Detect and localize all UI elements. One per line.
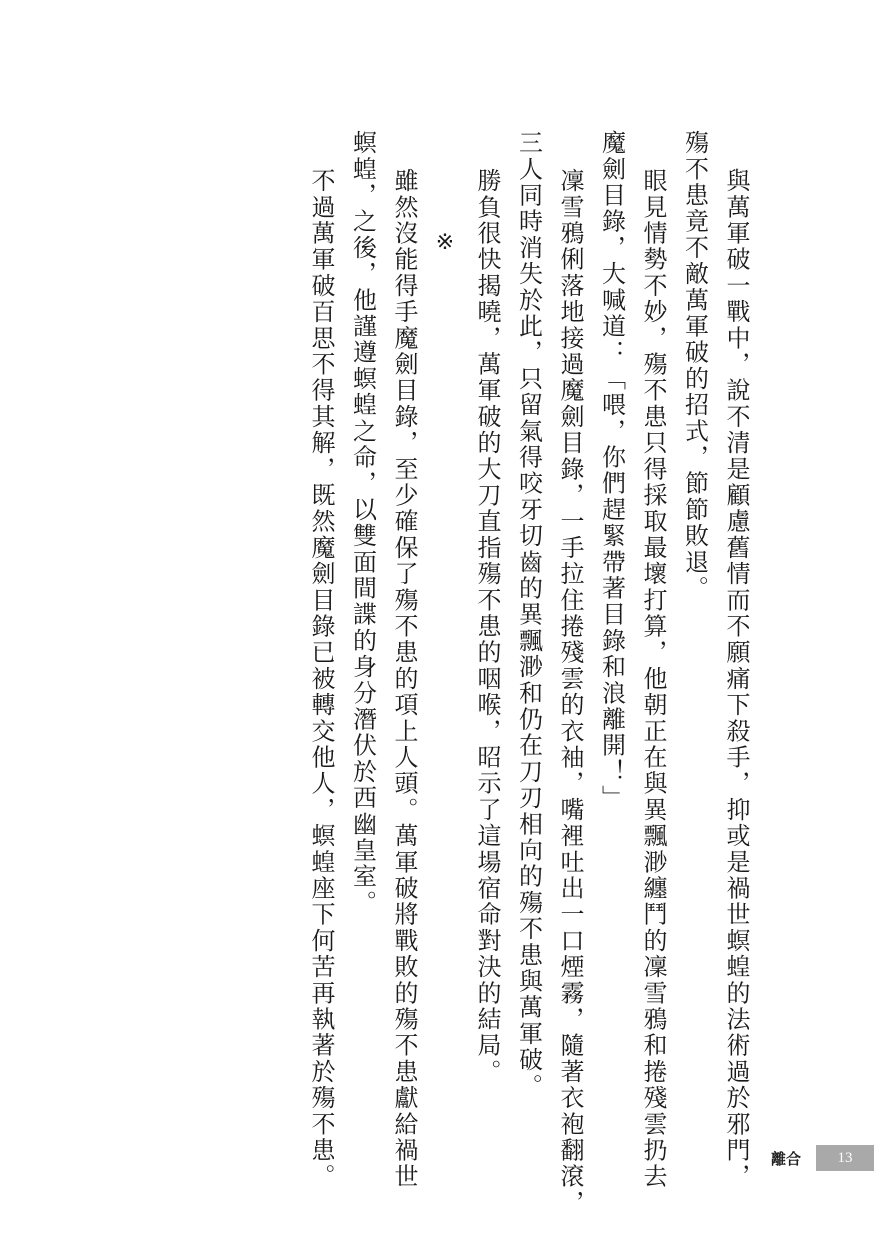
vertical-text-body (300, 130, 757, 1216)
paragraph-line: 凜雪鴉俐落地接過魔劍目錄，一手拉住捲殘雲的衣袖，嘴裡吐出一口煙霧，隨著衣袍翻滾， (556, 168, 584, 1216)
chapter-title: 離合 (770, 1149, 801, 1168)
page-footer (771, 1145, 874, 1171)
section-break-mark: ※ (432, 230, 458, 258)
paragraph-line: 不過萬軍破百思不得其解，既然魔劍目錄已被轉交他人，螟蝗座下何苦再執著於殤不患。 (307, 168, 335, 1190)
paragraph-line: 勝負很快揭曉，萬軍破的大刀直指殤不患的咽喉，昭示了這場宿命對決的結局。 (473, 168, 501, 1085)
page-number: 13 (816, 1145, 874, 1171)
paragraph-line: 與萬軍破一戰中，說不清是顧慮舊情而不願痛下殺手，抑或是禍世螟蝗的法術過於邪門， (722, 168, 750, 1190)
paragraph-line: 魔劍目錄，大喊道：「喂，你們趕緊帶著目錄和浪離開！」 (597, 130, 626, 812)
paragraph-line: 殤不患竟不敵萬軍破的招式，節節敗退。 (680, 130, 709, 602)
paragraph-line: 眼見情勢不妙，殤不患只得採取最壞打算，他朝正在與異飄渺纏鬥的凜雪鴉和捲殘雲扔去 (639, 168, 667, 1190)
paragraph-line: 三人同時消失於此，只留氣得咬牙切齒的異飄渺和仍在刀刃相向的殤不患與萬軍破。 (514, 130, 543, 1100)
paragraph-line: 螟蝗，之後，他謹遵螟蝗之命，以雙面間諜的身分潛伏於西幽皇室。 (348, 130, 377, 916)
paragraph-line: 雖然沒能得手魔劍目錄，至少確保了殤不患的項上人頭。萬軍破將戰敗的殤不患獻給禍世 (390, 168, 418, 1190)
